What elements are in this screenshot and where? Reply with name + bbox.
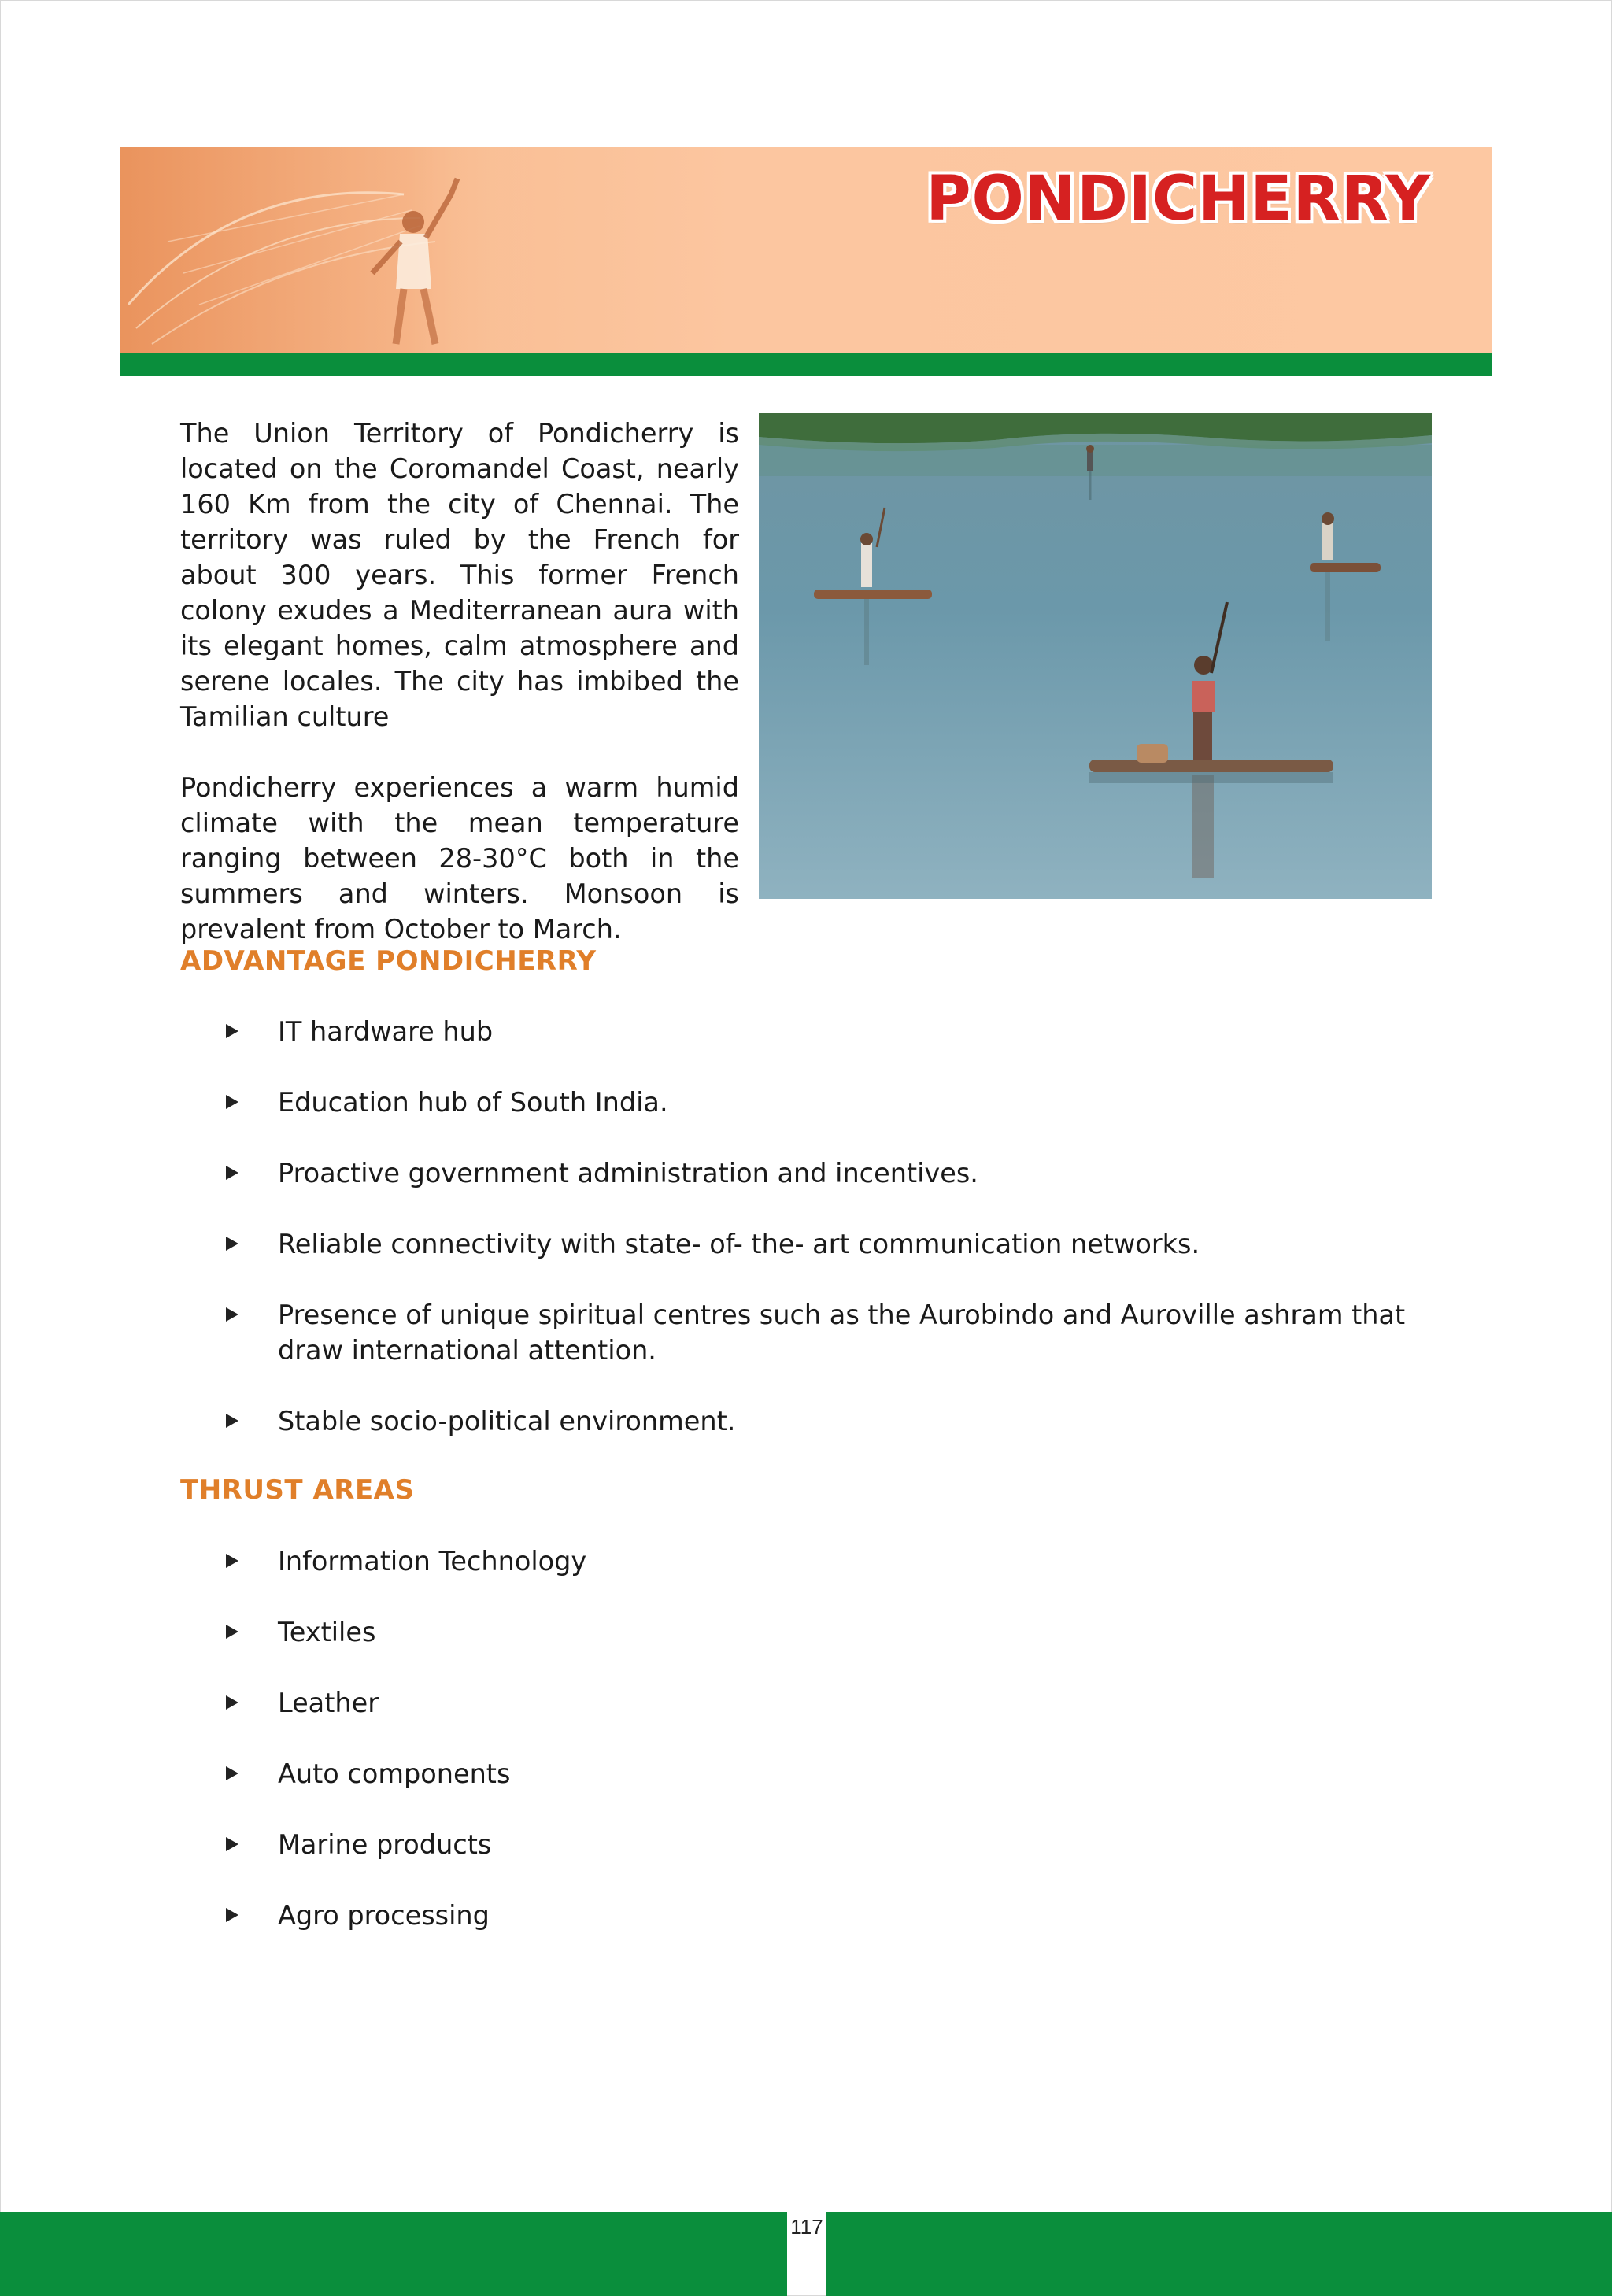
arrow-bullet-icon [226, 1166, 238, 1180]
arrow-bullet-icon [226, 1237, 238, 1251]
arrow-bullet-icon [226, 1766, 238, 1780]
list-item: Agro processing [180, 1898, 1432, 1933]
arrow-bullet-icon [226, 1024, 238, 1038]
list-item: Presence of unique spiritual centres such as the Aurobindo and Auroville ashram that draw international attention. [180, 1297, 1432, 1368]
arrow-bullet-icon [226, 1554, 238, 1568]
arrow-bullet-icon [226, 1095, 238, 1109]
advantage-heading: ADVANTAGE PONDICHERRY [180, 945, 597, 977]
fisherman-net-illustration [120, 147, 530, 353]
arrow-bullet-icon [226, 1307, 238, 1322]
footer-green-band-left [0, 2212, 787, 2296]
intro-paragraph-1: The Union Territory of Pondicherry is located on the Coromandel Coast, nearly 160 Km from the city of Chennai. The territory was ruled by the French for about 300 years. This former French colony exudes a Mediterranean aura with its elegant homes, calm atmosphere and serene locales. The city has imbibed the Tamilian culture [180, 418, 739, 732]
list-item: Reliable connectivity with state- of- the- art communication networks. [180, 1226, 1432, 1262]
arrow-bullet-icon [226, 1414, 238, 1428]
thrust-areas-list [180, 1544, 1432, 1969]
arrow-bullet-icon [226, 1625, 238, 1639]
arrow-bullet-icon [226, 1837, 238, 1851]
list-item: Education hub of South India. [180, 1085, 1432, 1120]
page-number: 117 [790, 2215, 823, 2239]
intro-paragraph-2: Pondicherry experiences a warm humid climate with the mean temperature ranging between 28-30°C both in the summers and winters. Monsoon is prevalent from October to March. [180, 772, 739, 945]
arrow-bullet-icon [226, 1908, 238, 1922]
list-item: Information Technology [180, 1544, 1432, 1579]
thrust-areas-heading: THRUST AREAS [180, 1474, 415, 1506]
list-item: Auto components [180, 1756, 1432, 1791]
intro-text [180, 416, 739, 982]
list-item: IT hardware hub [180, 1014, 1432, 1049]
arrow-bullet-icon [226, 1695, 238, 1710]
lagoon-fishermen-photo [759, 413, 1432, 899]
list-item: Marine products [180, 1827, 1432, 1862]
list-item: Proactive government administration and incentives. [180, 1155, 1432, 1191]
header-green-bar [120, 353, 1492, 376]
list-item: Stable socio-political environment. [180, 1403, 1432, 1439]
page-title: PONDICHERRY [926, 164, 1431, 235]
footer-green-band-right [826, 2212, 1612, 2296]
advantage-list [180, 1014, 1432, 1474]
list-item: Leather [180, 1685, 1432, 1721]
lagoon-photo-drawing [759, 413, 1432, 899]
list-item: Textiles [180, 1614, 1432, 1650]
